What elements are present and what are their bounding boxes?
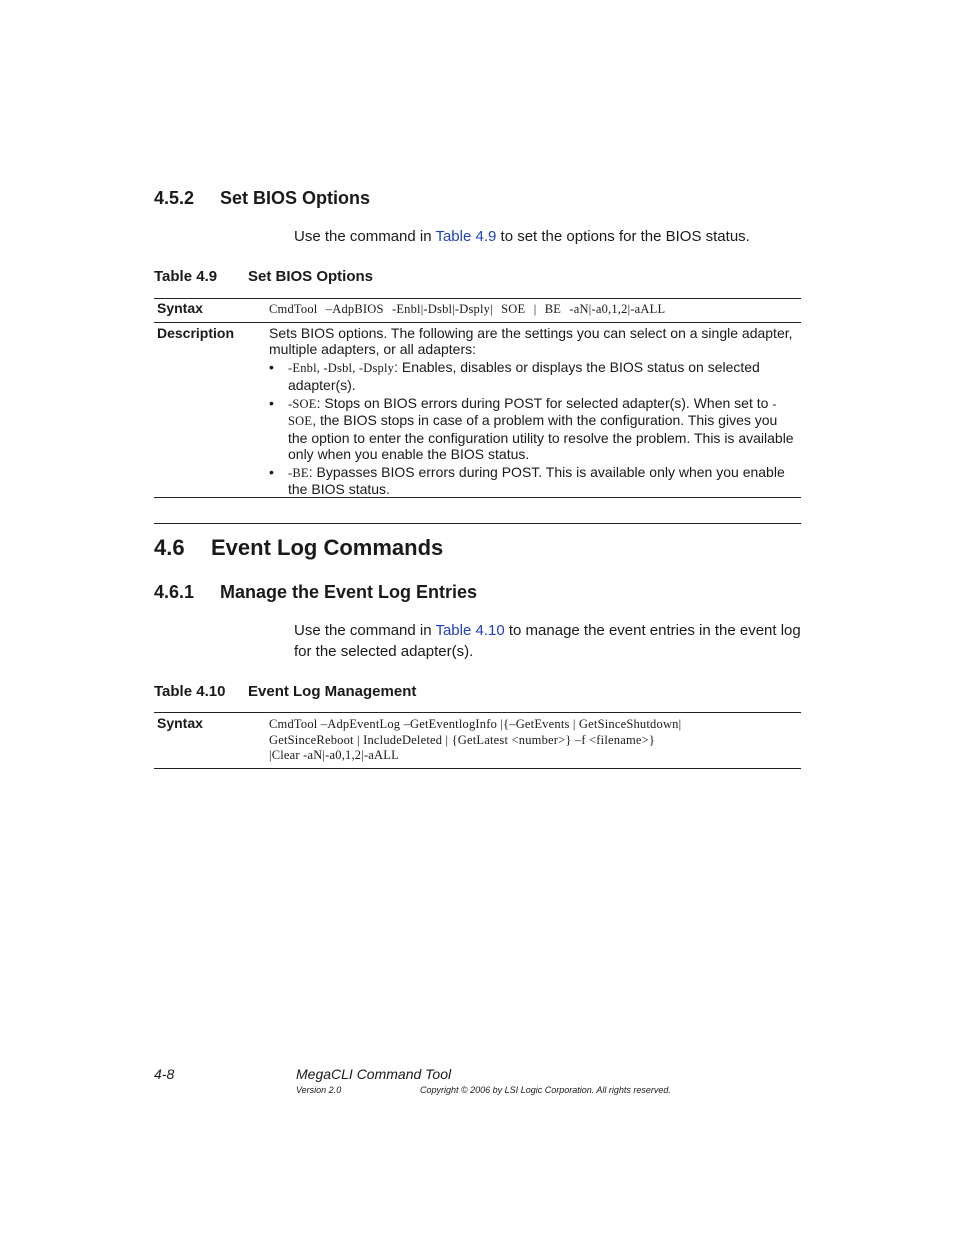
description-intro: Sets BIOS options. The following are the settings you can select on a single adapter, multiple adapters, or all adapters: [269, 325, 793, 357]
copyright-notice: Copyright © 2006 by LSI Logic Corporation. All rights reserved. [420, 1085, 671, 1095]
option-code: -Enbl, -Dsbl, -Dsply [288, 361, 395, 375]
syntax-line: |Clear -aN|-a0,1,2|-aALL [269, 748, 399, 762]
table-row-divider [154, 322, 801, 323]
section-title: Manage the Event Log Entries [220, 582, 478, 602]
table-caption-number: Table 4.10 [154, 683, 226, 700]
intro-text: Use the command in [294, 228, 436, 245]
table-caption-title: Event Log Management [248, 683, 417, 700]
option-text: : Bypasses BIOS errors during POST. This is available only when you enable the BIOS status. [288, 463, 785, 497]
intro-paragraph [294, 620, 804, 662]
table-top-rule [154, 298, 801, 299]
section-heading-4-5-2 [154, 188, 370, 209]
version-label: Version 2.0 [296, 1085, 342, 1095]
table-caption-number: Table 4.9 [154, 268, 218, 285]
section-heading-4-6-1 [154, 582, 477, 603]
syntax-label: Syntax [157, 300, 203, 316]
list-item [269, 395, 797, 462]
section-heading-4-6 [154, 535, 443, 561]
intro-paragraph [294, 226, 804, 247]
bullet-icon: • [269, 463, 274, 480]
syntax-line: GetSinceReboot | IncludeDeleted | {GetLatest <number>} –f <filename>} [269, 732, 656, 747]
description-label: Description [157, 325, 235, 341]
list-item [269, 464, 797, 498]
option-code: -SOE [288, 396, 317, 411]
section-number: 4.6.1 [154, 582, 195, 602]
document-title: MegaCLI Command Tool [296, 1066, 452, 1082]
syntax-label: Syntax [157, 715, 203, 731]
table-caption [154, 268, 373, 285]
table-4-10-link[interactable]: Table 4.10 [435, 622, 505, 639]
option-code: -BE [288, 465, 309, 480]
table-4-9-link[interactable]: Table 4.9 [435, 228, 497, 245]
description-cell [269, 325, 797, 497]
intro-text: to set the options for the BIOS status. [496, 228, 750, 245]
chapter-rule [154, 523, 801, 524]
option-text: : Stops on BIOS errors during POST for selected adapter(s). When set to [316, 394, 773, 411]
table-caption [154, 683, 416, 700]
syntax-value [269, 717, 797, 764]
intro-text: to manage the event entries in the event log for the selected adapter(s). [294, 622, 801, 660]
option-list [269, 359, 797, 497]
page-number: 4-8 [154, 1066, 175, 1082]
section-number: 4.6 [154, 535, 185, 560]
syntax-value: CmdTool –AdpBIOS -Enbl|-Dsbl|-Dsply| SOE | BE -aN|-a0,1,2|-aALL [269, 302, 666, 316]
bullet-icon: • [269, 359, 274, 375]
section-title: Set BIOS Options [220, 188, 371, 208]
bullet-icon: • [269, 394, 274, 411]
table-top-rule [154, 712, 801, 713]
option-code: -SOE [288, 396, 777, 428]
table-bottom-rule [154, 497, 801, 498]
syntax-line: CmdTool –AdpEventLog –GetEventlogInfo |{–GetEvents | GetSinceShutdown| [269, 717, 682, 731]
list-item [269, 359, 797, 393]
intro-text: Use the command in [294, 622, 436, 639]
option-text: : Enables, disables or displays the BIOS status on selected adapter(s). [288, 359, 760, 393]
option-text: , the BIOS stops in case of a problem with the configuration. This gives you the option to enter the configuration utility to resolve the problem. This is available only when you enable the BIOS status. [288, 412, 794, 462]
table-caption-title: Set BIOS Options [248, 268, 374, 285]
section-title: Event Log Commands [211, 535, 444, 560]
section-number: 4.5.2 [154, 188, 195, 208]
table-bottom-rule [154, 768, 801, 769]
